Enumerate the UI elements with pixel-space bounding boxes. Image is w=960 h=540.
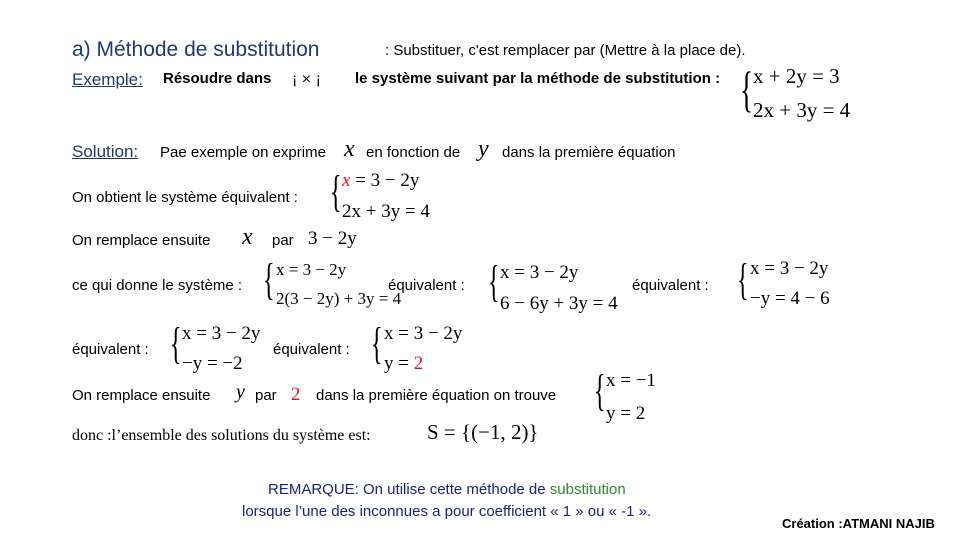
step4-sys4-eq1: x = 3 − 2y bbox=[182, 323, 261, 344]
solution-var-y: y bbox=[478, 136, 489, 162]
step5-par: par bbox=[255, 387, 277, 404]
step5-brace: { bbox=[594, 366, 606, 415]
step4-sys4-eq2: −y = −2 bbox=[182, 353, 243, 374]
step3-sys1-eq2: 2(3 − 2y) + 3y = 4 bbox=[276, 289, 402, 308]
step2-par: par bbox=[272, 232, 294, 249]
step3-sys1-eq1: x = 3 − 2y bbox=[276, 260, 347, 279]
step1-eq1-rest: = 3 − 2y bbox=[350, 170, 420, 191]
solution-set: S = {(−1, 2)} bbox=[427, 420, 539, 444]
step3-sys3-eq1: x = 3 − 2y bbox=[750, 258, 829, 279]
step2-var: x bbox=[242, 224, 253, 250]
remark-highlight: substitution bbox=[549, 481, 626, 498]
section-title: a) Méthode de substitution bbox=[72, 38, 320, 61]
exemple-label: Exemple: bbox=[72, 70, 143, 89]
step3-sys2-brace: { bbox=[488, 257, 500, 306]
step4-equiv2: équivalent : bbox=[273, 341, 350, 358]
step4-sys5-eq1: x = 3 − 2y bbox=[384, 323, 463, 344]
step5-val: 2 bbox=[291, 384, 301, 405]
solution-text3: dans la première équation bbox=[502, 144, 676, 161]
step4-sys5-eq2 bbox=[384, 353, 423, 375]
step1-eq1 bbox=[342, 170, 419, 192]
step1-eq1-x: x bbox=[342, 170, 351, 191]
system-eq1: x + 2y = 3 bbox=[753, 64, 840, 88]
step2-text: On remplace ensuite bbox=[72, 232, 211, 249]
step5-eq2: y = 2 bbox=[606, 403, 646, 424]
step5-text: On remplace ensuite bbox=[72, 387, 211, 404]
remark-line1 bbox=[268, 481, 626, 498]
solution-label: Solution: bbox=[72, 142, 139, 161]
step1-text: On obtient le système équivalent : bbox=[72, 189, 298, 206]
step5-text2: dans la première équation on trouve bbox=[316, 387, 557, 404]
conclusion-text: donc :l’ensemble des solutions du système est: bbox=[72, 427, 371, 444]
step3-sys2-eq1: x = 3 − 2y bbox=[500, 262, 579, 283]
step4-sys5-brace: { bbox=[371, 319, 383, 368]
author-credit: Création :ATMANI NAJIB bbox=[782, 516, 935, 531]
step3-sys1-brace: { bbox=[263, 255, 275, 304]
step1-brace: { bbox=[330, 167, 342, 216]
step3-sys3-eq2: −y = 4 − 6 bbox=[750, 288, 830, 309]
step4-equiv1: équivalent : bbox=[72, 341, 149, 358]
step1-eq2: 2x + 3y = 4 bbox=[342, 201, 430, 222]
exemple-text-after: le système suivant par la méthode de substitution : bbox=[355, 70, 721, 87]
step3-equiv2: équivalent : bbox=[632, 277, 709, 294]
step4-sys4-brace: { bbox=[170, 319, 182, 368]
step4-sys5-eq2-left: y = bbox=[384, 353, 414, 374]
step5-eq1: x = −1 bbox=[606, 370, 656, 391]
exemple-text-before: Résoudre dans bbox=[163, 70, 272, 87]
solution-text2: en fonction de bbox=[366, 144, 461, 161]
step3-sys2-eq2: 6 − 6y + 3y = 4 bbox=[500, 293, 618, 314]
set-symbols: ¡ × ¡ bbox=[292, 71, 321, 88]
step3-text: ce qui donne le système : bbox=[72, 277, 243, 294]
step3-equiv1: équivalent : bbox=[388, 277, 465, 294]
remark-prefix: REMARQUE: On utilise cette méthode de bbox=[268, 481, 550, 498]
definition-text: : Substituer, c'est remplacer par (Mettre à la place de). bbox=[385, 42, 746, 59]
solution-var-x: x bbox=[344, 136, 355, 162]
step4-sys5-eq2-val: 2 bbox=[413, 353, 424, 374]
step5-var: y bbox=[236, 381, 245, 403]
step2-expr: 3 − 2y bbox=[308, 228, 357, 249]
solution-text1: Pae exemple on exprime bbox=[160, 144, 326, 161]
step3-sys3-brace: { bbox=[737, 255, 749, 304]
system-eq2: 2x + 3y = 4 bbox=[753, 98, 851, 122]
system-brace: { bbox=[740, 61, 754, 117]
remark-line2: lorsque l’une des inconnues a pour coefficient « 1 » ou « -1 ». bbox=[242, 503, 652, 520]
